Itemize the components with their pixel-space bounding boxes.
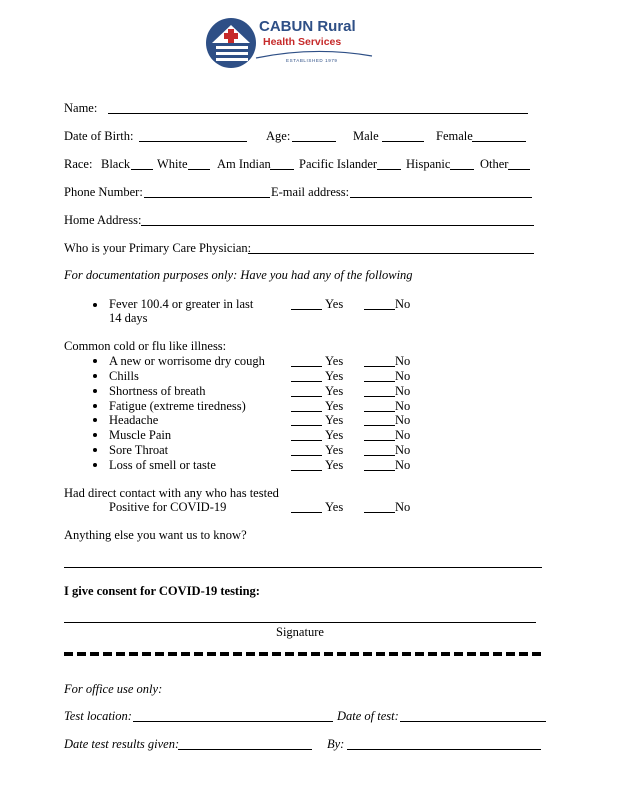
test-location-label: Test location: [64,709,132,723]
bullet-icon [93,418,97,422]
documentation-note: For documentation purposes only: Have you had any of the following [64,268,413,282]
race-hispanic-field[interactable] [450,169,474,170]
race-other-field[interactable] [508,169,530,170]
symptom-label: Muscle Pain [109,428,172,442]
symptom-yes-field[interactable] [291,425,322,426]
logo-subtitle: Health Services [263,36,342,48]
symptom-label: Chills [109,369,139,383]
cut-line-divider [64,652,542,656]
bullet-icon [93,359,97,363]
bullet-icon [93,463,97,467]
office-use-heading: For office use only: [64,682,163,696]
symptom-no-field[interactable] [364,366,395,367]
symptom-no-field[interactable] [364,381,395,382]
symptom-yes-label: Yes [325,458,344,472]
fever-no-field[interactable] [364,309,395,310]
by-field[interactable] [347,749,541,750]
email-field[interactable] [350,197,532,198]
race-label: Race: [64,157,93,171]
date-of-test-label: Date of test: [337,709,399,723]
symptom-yes-field[interactable] [291,455,322,456]
symptom-yes-label: Yes [325,413,344,427]
contact-yes-field[interactable] [291,512,322,513]
symptom-no-label: No [395,413,411,427]
symptom-no-label: No [395,428,411,442]
dob-label: Date of Birth: [64,129,134,143]
symptom-no-label: No [395,369,411,383]
symptom-yes-label: Yes [325,384,344,398]
symptom-no-field[interactable] [364,440,395,441]
symptom-label: Sore Throat [109,443,169,457]
signature-label: Signature [276,625,324,639]
symptom-yes-label: Yes [325,354,344,368]
symptom-no-field[interactable] [364,470,395,471]
symptom-no-field[interactable] [364,396,395,397]
fever-question-line1: Fever 100.4 or greater in last [109,297,254,311]
symptom-no-label: No [395,399,411,413]
male-field[interactable] [382,141,424,142]
physician-field[interactable] [248,253,534,254]
race-pacific-label: Pacific Islander [299,157,378,171]
symptom-no-label: No [395,384,411,398]
bullet-icon [93,389,97,393]
anything-else-label: Anything else you want us to know? [64,528,247,542]
by-label: By: [327,737,345,751]
date-results-label: Date test results given: [64,737,180,751]
anything-else-field[interactable] [64,567,542,568]
symptom-yes-label: Yes [325,443,344,457]
phone-label: Phone Number: [64,185,143,199]
logo-established: ESTABLISHED 1979 [286,58,338,63]
male-label: Male [353,129,379,143]
fever-yes-label: Yes [325,297,344,311]
fever-yes-field[interactable] [291,309,322,310]
race-black-field[interactable] [131,169,153,170]
contact-yes-label: Yes [325,500,344,514]
symptom-label: Fatigue (extreme tiredness) [109,399,246,413]
email-label: E-mail address: [271,185,350,199]
female-label: Female [436,129,473,143]
symptom-yes-field[interactable] [291,396,322,397]
age-label: Age: [266,129,291,143]
race-other-label: Other [480,157,509,171]
clinic-logo [204,16,374,70]
symptom-label: Loss of smell or taste [109,458,216,472]
symptom-yes-field[interactable] [291,411,322,412]
symptom-label: Shortness of breath [109,384,206,398]
race-white-label: White [157,157,188,171]
bullet-icon [93,303,97,307]
symptom-no-field[interactable] [364,411,395,412]
cold-heading: Common cold or flu like illness: [64,339,227,353]
symptom-label: Headache [109,413,159,427]
test-location-field[interactable] [133,721,333,722]
race-black-label: Black [101,157,131,171]
name-label: Name: [64,101,98,115]
contact-question-line1: Had direct contact with any who has tested [64,486,279,500]
symptom-yes-field[interactable] [291,440,322,441]
contact-no-field[interactable] [364,512,395,513]
date-of-test-field[interactable] [400,721,546,722]
dob-field[interactable] [139,141,247,142]
race-white-field[interactable] [188,169,210,170]
symptom-yes-label: Yes [325,369,344,383]
fever-no-label: No [395,297,411,311]
address-label: Home Address: [64,213,142,227]
consent-label: I give consent for COVID-19 testing: [64,584,260,598]
clinic-building-icon [204,16,258,70]
bullet-icon [93,404,97,408]
race-am-indian-label: Am Indian [217,157,271,171]
bullet-icon [93,448,97,452]
logo-title: CABUN Rural [259,18,356,35]
female-field[interactable] [472,141,526,142]
contact-question-line2: Positive for COVID-19 [109,500,227,514]
symptom-no-field[interactable] [364,455,395,456]
name-field[interactable] [108,113,528,114]
physician-label: Who is your Primary Care Physician: [64,241,252,255]
address-field[interactable] [141,225,534,226]
symptom-yes-field[interactable] [291,366,322,367]
race-pacific-field[interactable] [377,169,401,170]
date-results-field[interactable] [178,749,312,750]
symptom-no-label: No [395,458,411,472]
age-field[interactable] [292,141,336,142]
symptom-yes-label: Yes [325,428,344,442]
bullet-icon [93,433,97,437]
symptom-yes-label: Yes [325,399,344,413]
signature-field[interactable] [64,622,536,623]
fever-question-line2: 14 days [109,311,148,325]
contact-no-label: No [395,500,411,514]
race-am-indian-field[interactable] [270,169,294,170]
symptom-no-label: No [395,354,411,368]
symptom-label: A new or worrisome dry cough [109,354,265,368]
symptom-yes-field[interactable] [291,381,322,382]
symptom-no-label: No [395,443,411,457]
symptom-no-field[interactable] [364,425,395,426]
race-hispanic-label: Hispanic [406,157,451,171]
bullet-icon [93,374,97,378]
symptom-yes-field[interactable] [291,470,322,471]
phone-field[interactable] [144,197,270,198]
